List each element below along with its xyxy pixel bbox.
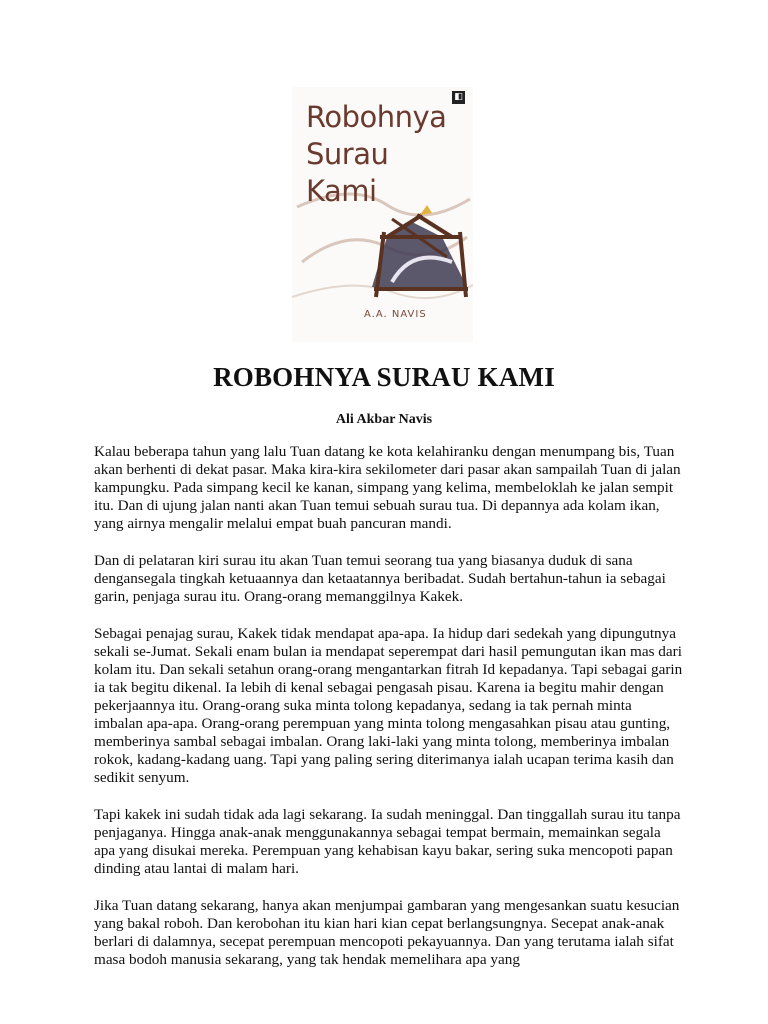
document-body (94, 443, 684, 988)
cover-title: Robohnya Surau Kami (306, 100, 447, 208)
paragraph: Tapi kakek ini sudah tidak ada lagi sekarang. Ia sudah meninggal. Dan tinggallah surau itu tanpa penjaganya. Hingga anak-anak menggunakannya sebagai tempat bermain, memainkan segala apa yang disukai mereka. Perempuan yang kehabisan kayu bakar, sering suka mencopoti papan dinding atau lantai di malam hari. (94, 806, 681, 877)
publisher-logo-icon: ◧ (452, 91, 465, 104)
document-title: ROBOHNYA SURAU KAMI (213, 362, 555, 392)
paragraph: Sebagai penajag surau, Kakek tidak mendapat apa-apa. Ia hidup dari sedekah yang dipungutnya sekali se-Jumat. Sekali enam bulan ia mendapat seperempat dari hasil pemungutan ikan mas dari kolam itu. Dan sekali setahun orang-orang mengantarkan fitrah Id kepadanya. Tapi sebagai garin ia tak begitu dikenal. Ia lebih di kenal sebagai pengasah pisau. Karena ia begitu mahir dengan pekerjaannya itu. Orang-orang suka minta tolong kepadanya, sedang ia tak pernah minta imbalan apa-apa. Orang-orang perempuan yang minta tolong mengasahkan pisau atau gunting, memberinya sambal sebagai imbalan. Orang laki-laki yang minta tolong, memberinya imbalan rokok, kadang-kadang uang. Tapi yang paling sering diterimanya ialah ucapan terima kasih dan sedikit senyum. (94, 625, 683, 786)
paragraph: Jika Tuan datang sekarang, hanya akan menjumpai gambaran yang mengesankan suatu kesucian yang bakal roboh. Dan kerobohan itu kian hari kian cepat berlangsungnya. Secepat anak-anak berlari di dalamnya, secepat perempuan mencopoti pekayuannya. Dan yang terutama ialah sifat masa bodoh manusia sekarang, yang tak hendak memelihara apa yang (94, 897, 680, 968)
book-cover-image (292, 87, 473, 342)
cover-author: A.A. NAVIS (364, 309, 427, 320)
paragraph: Dan di pelataran kiri surau itu akan Tuan temui seorang tua yang biasanya duduk di sana dengansegala tingkah ketuaannya dan ketaatannya beribadat. Sudah bertahun-tahun ia sebagai garin, penjaga surau itu. Orang-orang memanggilnya Kakek. (94, 552, 666, 605)
document-author: Ali Akbar Navis (335, 412, 433, 427)
paragraph: Kalau beberapa tahun yang lalu Tuan datang ke kota kelahiranku dengan menumpang bis, Tuan akan berhenti di dekat pasar. Maka kira-kira sekilometer dari pasar akan sampailah Tuan di jalan kampungku. Pada simpang kecil ke kanan, simpang yang kelima, membeloklah ke jalan sempit itu. Dan di ujung jalan nanti akan Tuan temui sebuah surau tua. Di depannya ada kolam ikan, yang airnya mengalir melalui empat buah pancuran mandi. (94, 443, 681, 532)
